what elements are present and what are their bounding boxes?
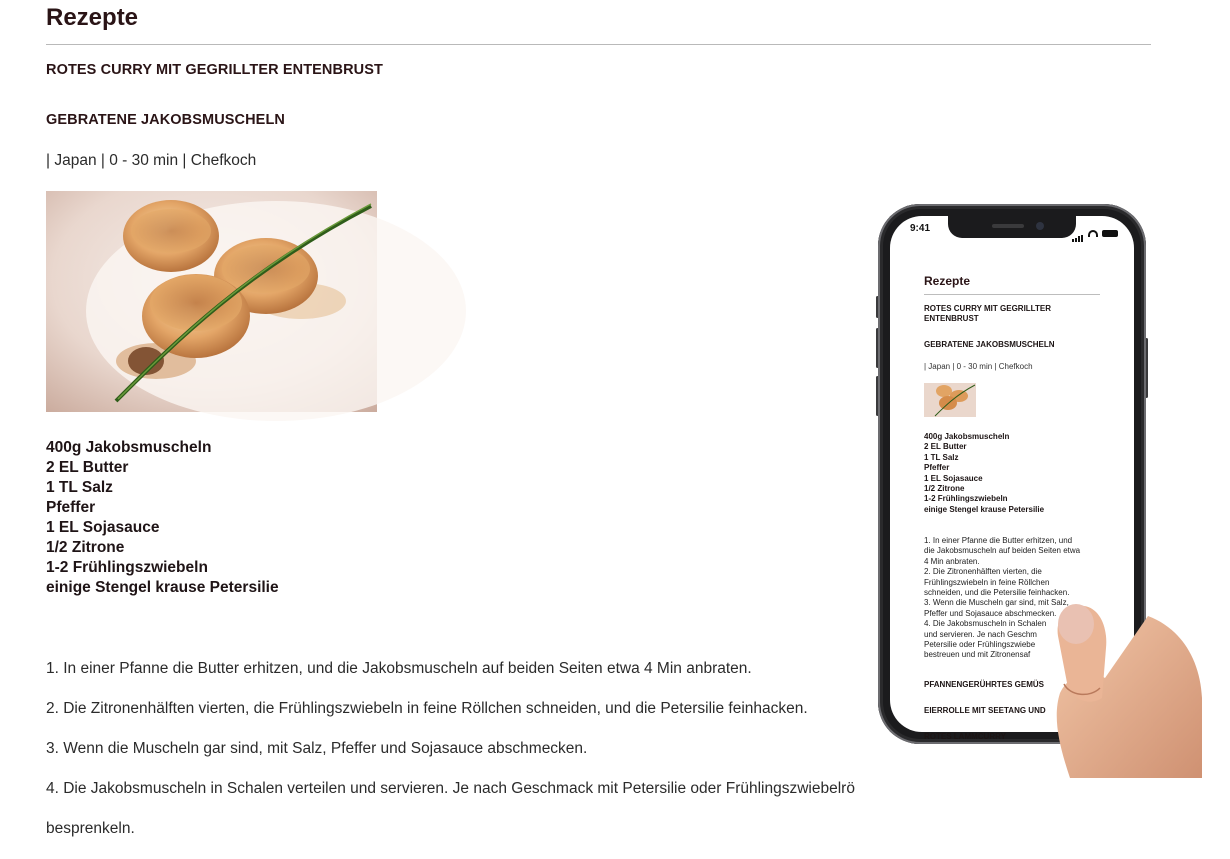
instruction-step: 3. Wenn die Muscheln gar sind, mit Salz, Pfeffer und Sojasauce abschmecken.	[46, 740, 588, 757]
scallops-photo	[46, 191, 377, 412]
status-icons	[1072, 224, 1118, 242]
mobile-instruction-line: 3. Wenn die Muscheln gar sind, mit Salz,	[924, 598, 1069, 608]
ingredient-item: 1 EL Sojasauce	[46, 519, 160, 536]
title-divider	[46, 44, 1151, 45]
battery-icon	[1102, 230, 1118, 237]
mobile-ingredient-item: 2 EL Butter	[924, 442, 967, 452]
mobile-ingredient-item: 1-2 Frühlingszwiebeln	[924, 494, 1008, 504]
recipe-title-jakobsmuscheln[interactable]: GEBRATENE JAKOBSMUSCHELN	[46, 112, 285, 128]
scallops-thumbnail	[924, 383, 976, 417]
mobile-instruction-line: Frühlingszwiebeln in feine Röllchen	[924, 577, 1050, 587]
ingredient-item: Pfeffer	[46, 499, 96, 516]
mobile-page-title: Rezepte	[924, 274, 971, 288]
mobile-ingredient-list	[924, 432, 1044, 515]
camera-icon	[1036, 222, 1044, 230]
mobile-recipe-link[interactable]: EIERROLLE MIT SEETANG UND	[924, 706, 1046, 715]
mobile-instruction-line: 1. In einer Pfanne die Butter erhitzen, und	[924, 536, 1073, 545]
mobile-ingredient-item: 400g Jakobsmuscheln	[924, 432, 1010, 441]
ingredient-item: 1/2 Zitrone	[46, 539, 125, 556]
phone-notch	[948, 216, 1076, 238]
status-time: 9:41	[910, 223, 931, 234]
mobile-recipe-link-rotes-curry[interactable]: ROTES CURRY MIT GEGRILLTER ENTENBRUST	[924, 304, 1051, 323]
mobile-recipe-link[interactable]: ROTES LAMMCURRY	[924, 732, 1006, 741]
recipe-link-rotes-curry[interactable]: ROTES CURRY MIT GEGRILLTER ENTENBRUST	[46, 62, 383, 78]
mobile-instruction-line: bestreuen und mit Zitronensaf	[924, 650, 1031, 660]
mobile-ingredient-item: 1 TL Salz	[924, 452, 959, 462]
mobile-instruction-line: die Jakobsmuscheln auf beiden Seiten etwa	[924, 546, 1081, 556]
mobile-instruction-line: Petersilie oder Frühlingszwiebe	[924, 640, 1036, 650]
mobile-instruction-line: 2. Die Zitronenhälften vierten, die	[924, 567, 1042, 577]
instruction-step: besprenkeln.	[46, 820, 135, 837]
instruction-step: 2. Die Zitronenhälften vierten, die Frühlingszwiebeln in feine Röllchen schneiden, und die Petersilie feinhacken.	[46, 700, 808, 717]
ingredient-item: einige Stengel krause Petersilie	[46, 579, 279, 596]
mobile-title-divider	[924, 294, 1100, 295]
signal-icon	[1072, 224, 1084, 242]
ingredient-item: 400g Jakobsmuscheln	[46, 439, 212, 456]
hand-image	[1030, 588, 1230, 778]
ingredient-item: 1-2 Frühlingszwiebeln	[46, 559, 208, 576]
mobile-instruction-line: und servieren. Je nach Geschm	[924, 629, 1037, 639]
mobile-recipe-title-jakobsmuscheln[interactable]: GEBRATENE JAKOBSMUSCHELN	[924, 340, 1055, 349]
mobile-ingredient-item: 1/2 Zitrone	[924, 484, 965, 494]
instruction-step: 4. Die Jakobsmuscheln in Schalen verteilen und servieren. Je nach Geschmack mit Petersilie oder Frühlingszwiebelrö	[46, 780, 855, 797]
mobile-ingredient-item: 1 EL Sojasauce	[924, 473, 983, 483]
instruction-list	[46, 639, 886, 859]
mobile-recipe-meta: | Japan | 0 - 30 min | Chefkoch	[924, 362, 1033, 371]
wifi-icon	[1088, 230, 1098, 237]
ingredient-item: 2 EL Butter	[46, 459, 129, 476]
mobile-instruction-line: 4. Die Jakobsmuscheln in Schalen	[924, 619, 1047, 629]
mobile-instruction-line: schneiden, und die Petersilie feinhacken.	[924, 588, 1070, 598]
speaker-icon	[992, 224, 1024, 228]
mobile-ingredient-item: Pfeffer	[924, 463, 950, 473]
recipe-meta: | Japan | 0 - 30 min | Chefkoch	[46, 152, 257, 169]
instruction-step: 1. In einer Pfanne die Butter erhitzen, und die Jakobsmuscheln auf beiden Seiten etwa 4 Min anbraten.	[46, 660, 752, 677]
ingredient-list	[46, 438, 279, 598]
mobile-instruction-line: Pfeffer und Sojasauce abschmecken.	[924, 608, 1057, 618]
mobile-recipe-link[interactable]: PFANNENGERÜHRTES GEMÜS	[924, 680, 1045, 689]
page-title: Rezepte	[46, 4, 139, 31]
ingredient-item: 1 TL Salz	[46, 479, 113, 496]
mobile-instruction-line: 4 Min anbraten.	[924, 556, 980, 566]
mobile-ingredient-item: einige Stengel krause Petersilie	[924, 504, 1045, 514]
